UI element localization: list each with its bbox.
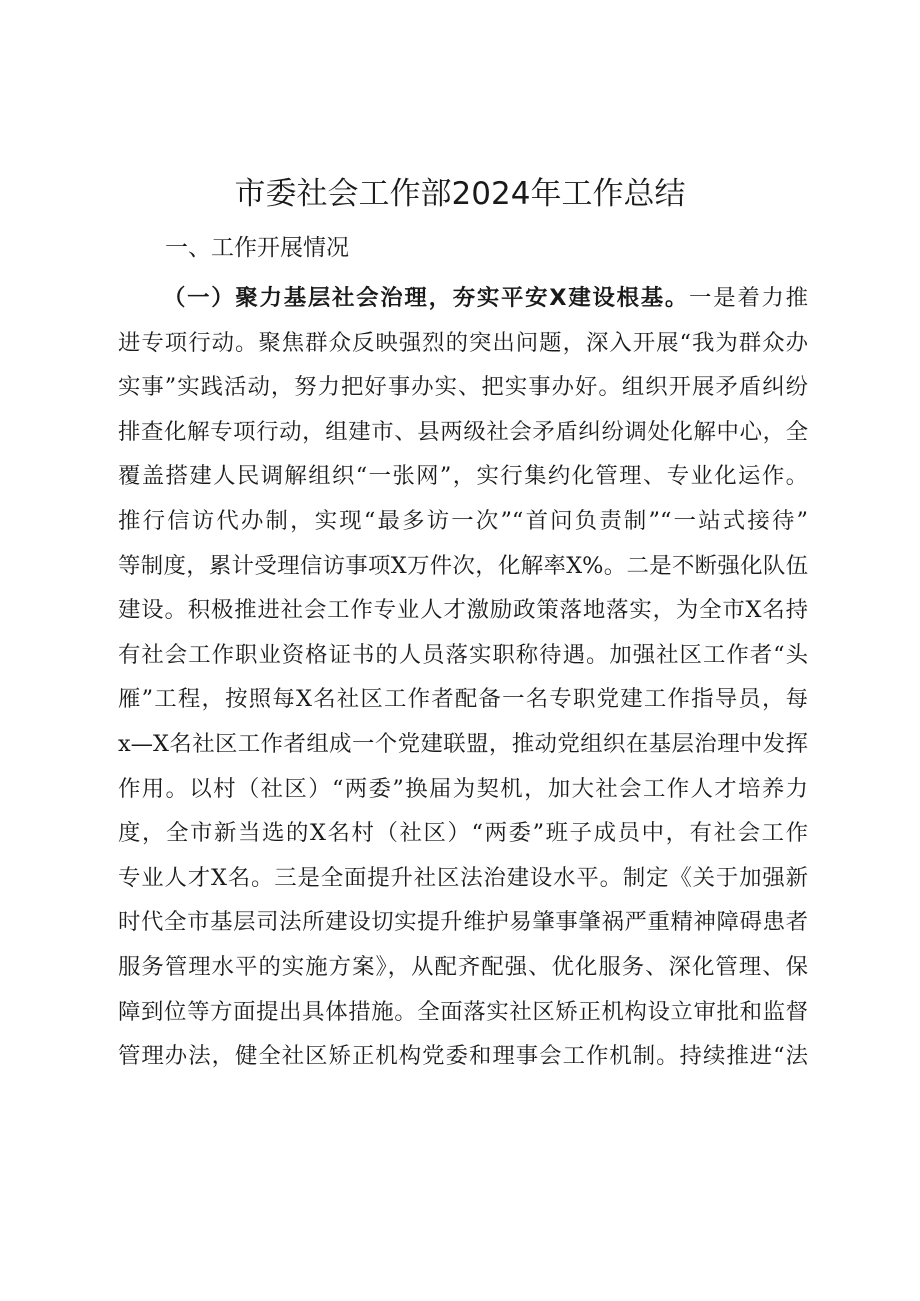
paragraph-line: 排查化解专项行动，组建市、县两级社会矛盾纠纷调处化解中心，全 (118, 418, 808, 445)
paragraph-text: 一是着力推 (689, 285, 808, 311)
paragraph-line: 专业人才X名。三是全面提升社区法治建设水平。制定《关于加强新 (118, 864, 808, 891)
body-paragraph (118, 276, 808, 1079)
paragraph-line: 实事”实践活动，努力把好事办实、把实事办好。组织开展矛盾纠纷 (118, 374, 808, 401)
document-title: 市委社会工作部2024年工作总结 (234, 176, 686, 212)
paragraph-line: 服务管理水平的实施方案》，从配齐配强、优化服务、深化管理、保 (118, 953, 808, 980)
paragraph-line (118, 276, 808, 321)
paragraph-line: 作用。以村（社区）“两委”换届为契机，加大社会工作人才培养力 (118, 775, 808, 802)
paragraph-line: 进专项行动。聚焦群众反映强烈的突出问题，深入开展“我为群众办 (118, 329, 808, 356)
subsection-heading: （一）聚力基层社会治理，夯实平安X建设根基。 (163, 285, 690, 311)
paragraph-line: 建设。积极推进社会工作专业人才激励政策落地落实，为全市X名持 (118, 597, 808, 624)
paragraph-line: 等制度，累计受理信访事项X万件次，化解率X%。二是不断强化队伍 (118, 552, 808, 579)
paragraph-line: 障到位等方面提出具体措施。全面落实社区矫正机构设立审批和监督 (118, 998, 808, 1025)
paragraph-line: 推行信访代办制，实现“最多访一次”“首问负责制”“一站式接待” (118, 507, 808, 534)
paragraph-line: 有社会工作职业资格证书的人员落实职称待遇。加强社区工作者“头 (118, 641, 808, 668)
paragraph-line: 管理办法，健全社区矫正机构党委和理事会工作机制。持续推进“法 (118, 1043, 808, 1070)
paragraph-line: 覆盖搭建人民调解组织“一张网”，实行集约化管理、专业化运作。 (118, 463, 808, 490)
paragraph-line: x—X名社区工作者组成一个党建联盟，推动党组织在基层治理中发挥 (118, 730, 808, 757)
paragraph-line: 度，全市新当选的X名村（社区）“两委”班子成员中，有社会工作 (118, 820, 808, 847)
paragraph-line: 雁”工程，按照每X名社区工作者配备一名专职党建工作指导员，每 (118, 686, 808, 713)
paragraph-line: 时代全市基层司法所建设切实提升维护易肇事肇祸严重精神障碍患者 (118, 909, 808, 936)
section-heading: 一、工作开展情况 (165, 235, 349, 261)
